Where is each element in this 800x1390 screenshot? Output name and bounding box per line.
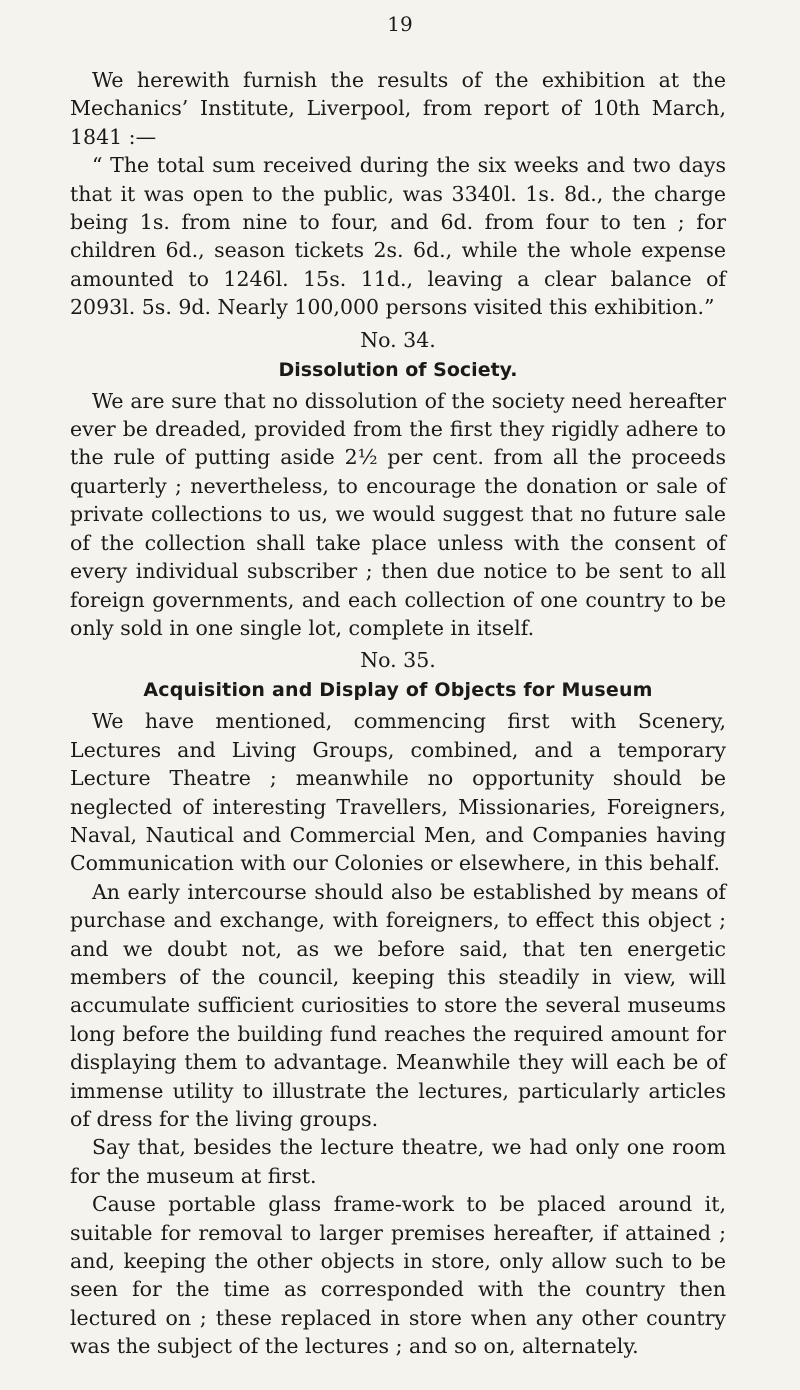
exhibition-quote: “ The total sum received during the six weeks and two days that it was open to the public, was 3340l. 1s. 8d., the charge being 1s. from nine to four, and 6d. from four to ten ; for children 6d., season tickets 2s. 6d., while the whole expense amounted to 1246l. 15s. 11d., leaving a clear balance of 2093l. 5s. 9d. Nearly 100,000 persons visited this exhibition.”	[70, 153, 726, 320]
section-35-paragraph-3: Say that, besides the lecture theatre, we had only one room for the museum at first.	[70, 1135, 726, 1188]
section-34-heading: Dissolution of Society.	[278, 358, 518, 381]
section-35-paragraph-2: An early intercourse should also be established by means of purchase and exchange, with foreigners, to effect this object ; and we doubt not, as we before said, that ten energetic members of the council, keeping this steadily in view, will accumulate sufficient curiosities to store the several museums long before the building fund reaches the required amount for displaying them to advantage. Meanwhile they will each be of immense utility to illustrate the lectures, particularly articles of dress for the living groups.	[70, 879, 726, 1131]
intro-paragraph: We herewith furnish the results of the exhibition at the Mechanics’ Institute, Liverpool, from report of 10th March, 1841 :—	[70, 68, 726, 149]
page-content	[70, 66, 726, 1361]
section-35-paragraph-1: We have mentioned, commencing first with Scenery, Lectures and Living Groups, combined, and a temporary Lecture Theatre ; meanwhile no opportunity should be neglected of interesting Travellers, Missionaries, Foreigners, Naval, Nautical and Commercial Men, and Companies having Communication with our Colonies or elsewhere, in this behalf.	[70, 709, 726, 876]
section-34-number: No. 34.	[360, 327, 436, 352]
section-35-paragraph-4: Cause portable glass frame-work to be placed around it, suitable for removal to larger premises hereafter, if attained ; and, keeping the other objects in store, only allow such to be seen for the time as corresponded with the country then lectured on ; these replaced in store when any other country was the subject of the lectures ; and so on, alternately.	[70, 1192, 726, 1359]
page-number: 19	[387, 12, 413, 36]
section-34-paragraph: We are sure that no dissolution of the society need hereafter ever be dreaded, provided from the first they rigidly adhere to the rule of putting aside 2½ per cent. from all the proceeds quarterly ; nevertheless, to encourage the donation or sale of private collections to us, we would suggest that no future sale of the collection shall take place unless with the consent of every individual subscriber ; then due notice to be sent to all foreign governments, and each collection of one country to be only sold in one single lot, complete in itself.	[70, 388, 726, 640]
section-35-number: No. 35.	[360, 648, 436, 673]
section-35-heading: Acquisition and Display of Objects for Museum	[143, 679, 653, 702]
